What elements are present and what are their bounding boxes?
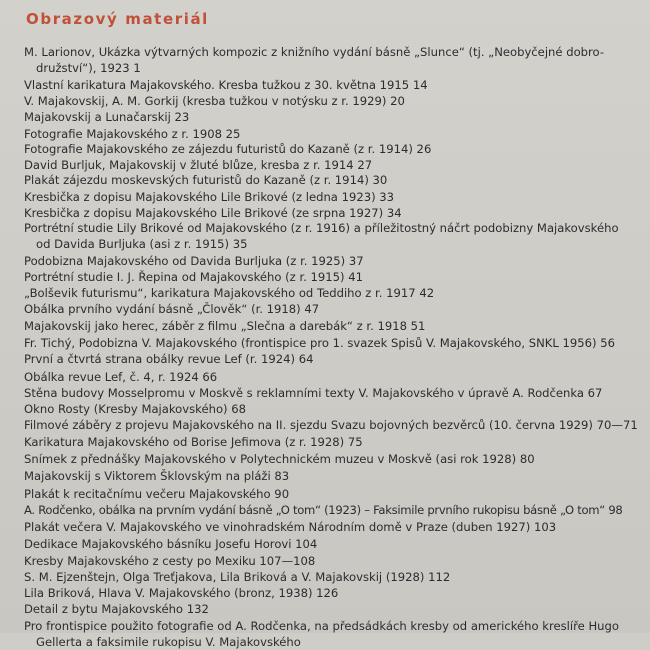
entry-text: Portrétní studie I. J. Řepina od Majakovského (z r. 1915) 41 [24, 270, 363, 284]
entry-line1: Pro frontispice použito fotografie od A. Rodčenka, na předsádkách kresby od amerického kreslíře Hugo [24, 619, 619, 633]
entry-text: Kresbička z dopisu Majakovského Lile Brikové (ze srpna 1927) 34 [24, 206, 402, 220]
entry-text: Stěna budovy Mosselpromu v Moskvě s reklamními texty V. Majakovského v úpravě A. Rodčenka 67 [24, 386, 603, 400]
entry-text: Majakovskij a Lunačarskij 23 [24, 110, 190, 124]
entry-line2: družství“), 1923 1 [36, 61, 141, 75]
entry-text: Fr. Tichý, Podobizna V. Majakovského (frontispice pro 1. svazek Spisů V. Majakovského, SNKL 1956) 56 [24, 336, 616, 350]
entry-line2: Gellerta a faksimile rukopisu V. Majakovského [36, 635, 301, 649]
entry-text: Karikatura Majakovského od Borise Jefimova (z r. 1928) 75 [24, 435, 363, 449]
entry-text: „Bolševik futurismu“, karikatura Majakovského od Teddiho z r. 1917 42 [24, 286, 435, 300]
entry-text: Obálka revue Lef, č. 4, r. 1924 66 [24, 370, 218, 384]
entry-text: Obálka prvního vydání básně „Člověk“ (r. 1918) 47 [24, 302, 320, 316]
entry-text: Majakovskij jako herec, záběr z filmu „Slečna a darebák“ z r. 1918 51 [24, 319, 426, 333]
entry-text: Kresby Majakovského z cesty po Mexiku 107—108 [24, 554, 316, 568]
entry-text: Majakovskij s Viktorem Šklovským na pláži 83 [24, 469, 290, 483]
entry-text: Vlastní karikatura Majakovského. Kresba tužkou z 30. května 1915 14 [24, 78, 428, 92]
entry-text: Fotografie Majakovského ze zájezdu futuristů do Kazaně (z r. 1914) 26 [24, 142, 432, 156]
entry-text: Filmové záběry z projevu Majakovského na II. sjezdu Svazu bojovných bezvěrců (10. června 1929) 70—71 [24, 418, 638, 432]
entry-text: Plakát večera V. Majakovského ve vinohradském Národním domě v Praze (duben 1927) 103 [24, 520, 557, 534]
entry-text: V. Majakovskij, A. M. Gorkij (kresba tužkou v notýsku z r. 1929) 20 [24, 94, 405, 108]
entry-line2: od Davida Burljuka (asi z r. 1915) 35 [36, 237, 248, 251]
entry-line1: Portrétní studie Lily Brikové od Majakovského (z r. 1916) a příležitostný náčrt podobizny Majakovského [24, 221, 619, 235]
entry-text: Okno Rosty (Kresby Majakovského) 68 [24, 402, 247, 416]
entry-text: Detail z bytu Majakovského 132 [24, 602, 209, 616]
entry-text: Kresbička z dopisu Majakovského Lile Brikové (z ledna 1923) 33 [24, 190, 395, 204]
entry-text: Lila Briková, Hlava V. Majakovského (bronz, 1938) 126 [24, 586, 339, 600]
entry-text: Podobizna Majakovského od Davida Burljuka (z r. 1925) 37 [24, 254, 364, 268]
entry-text: A. Rodčenko, obálka na prvním vydání básně „O tom“ (1923) – Faksimile prvního rukopisu básně „O tom“ 98 [24, 503, 623, 517]
entry-text: S. M. Ejzenštejn, Olga Treťjakova, Lila Briková a V. Majakovskij (1928) 112 [24, 570, 451, 584]
entry-text: První a čtvrtá strana obálky revue Lef (r. 1924) 64 [24, 352, 314, 366]
entry-text: Plakát k recitačnímu večeru Majakovského 90 [24, 487, 290, 501]
entry-line1: M. Larionov, Ukázka výtvarných kompozic z knižního vydání básně „Slunce“ (tj. „Neobyčejné dobro- [24, 45, 605, 59]
entry-text: Fotografie Majakovského z r. 1908 25 [24, 127, 241, 141]
entry-text: Snímek z přednášky Majakovského v Polytechnickém muzeu v Moskvě (asi rok 1928) 80 [24, 452, 535, 466]
entry-text: Dedikace Majakovského básníku Josefu Horovi 104 [24, 537, 318, 551]
section-heading: Obrazový materiál [26, 10, 209, 28]
entry-text: David Burljuk, Majakovskij v žluté blůze, kresba z r. 1914 27 [24, 158, 373, 172]
entry-text: Plakát zájezdu moskevských futuristů do Kazaně (z r. 1914) 30 [24, 173, 388, 187]
